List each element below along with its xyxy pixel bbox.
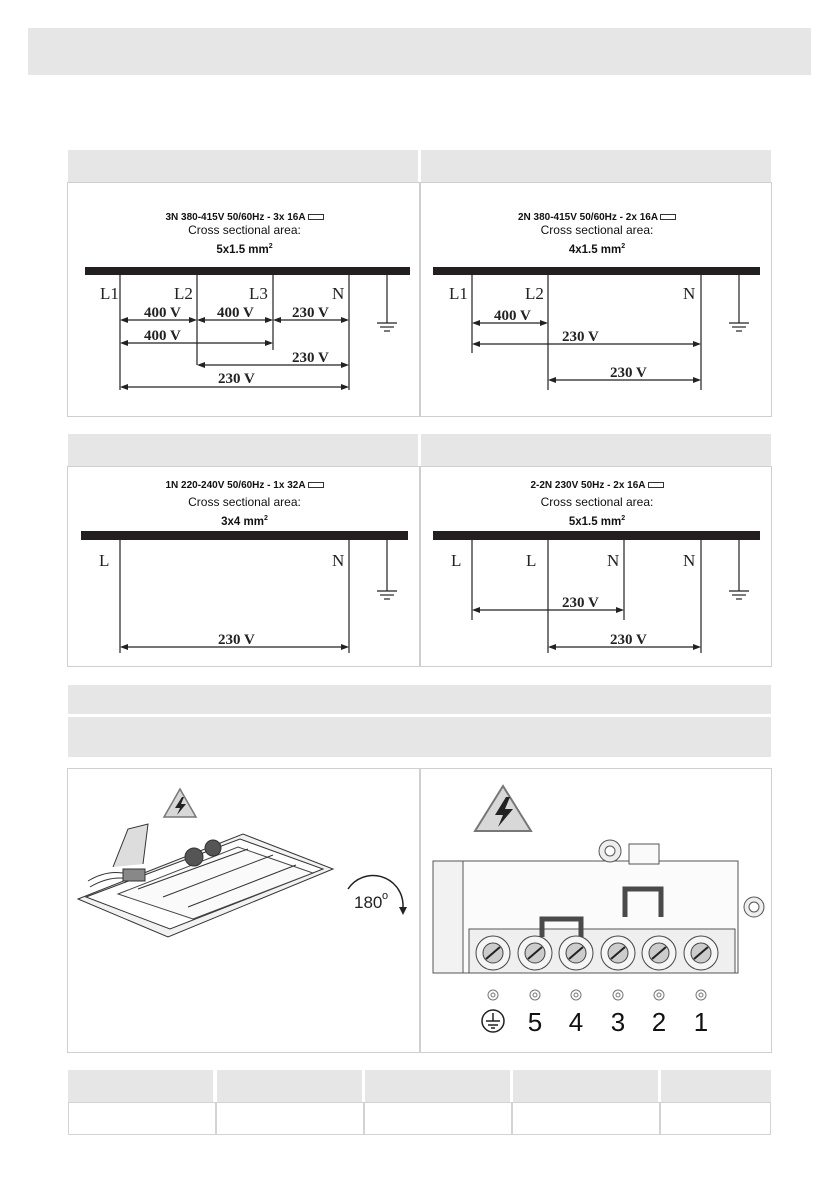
connection-panel-2n bbox=[420, 182, 772, 417]
line-label: N bbox=[607, 551, 620, 570]
spec-text: 2N 380-415V 50/60Hz - 2x 16A bbox=[517, 212, 659, 223]
ground-icon bbox=[482, 1010, 504, 1032]
line-label: L3 bbox=[249, 284, 268, 303]
section-header-bar bbox=[68, 685, 771, 714]
table-divider bbox=[659, 1102, 661, 1135]
line-label: L bbox=[99, 551, 110, 570]
line-label: N bbox=[332, 284, 345, 303]
area-exponent: 2 bbox=[621, 243, 626, 250]
spec-text: 2-2N 230V 50Hz - 2x 16A bbox=[530, 480, 646, 491]
table-divider bbox=[511, 1102, 513, 1135]
line-label: L2 bbox=[525, 284, 544, 303]
terminal-number: 4 bbox=[568, 1007, 584, 1037]
voltage-label: 230 V bbox=[562, 329, 599, 345]
voltage-label: 400 V bbox=[494, 308, 531, 324]
high-voltage-warning-icon bbox=[475, 786, 531, 831]
connection-panel-2-2n bbox=[420, 466, 772, 667]
table-divider bbox=[363, 1102, 365, 1135]
terminal-number: 5 bbox=[527, 1007, 543, 1037]
voltage-label: 230 V bbox=[218, 371, 255, 387]
voltage-label: 230 V bbox=[562, 595, 599, 611]
area-value: 5x1.5 mm bbox=[568, 515, 622, 528]
line-label: N bbox=[683, 551, 696, 570]
hob-illustration bbox=[78, 824, 333, 937]
terminal-number: 2 bbox=[651, 1007, 667, 1037]
table-header-cell bbox=[68, 1070, 213, 1102]
wiring-diagram-3n bbox=[68, 183, 421, 418]
bus-bar bbox=[433, 531, 760, 540]
terminal-number: 1 bbox=[693, 1007, 709, 1037]
wiring-diagram-1n bbox=[68, 467, 421, 668]
rotation-label: 180 bbox=[354, 893, 383, 912]
voltage-label: 400 V bbox=[144, 305, 181, 321]
table-header-cell bbox=[661, 1070, 771, 1102]
high-voltage-warning-icon bbox=[164, 789, 196, 817]
hob-rotation-panel bbox=[67, 768, 420, 1053]
voltage-label: 230 V bbox=[292, 305, 329, 321]
line-label: N bbox=[683, 284, 696, 303]
terminal-markers bbox=[488, 990, 706, 1000]
area-exponent: 2 bbox=[621, 515, 626, 522]
line-label: L2 bbox=[174, 284, 193, 303]
line-label: L1 bbox=[100, 284, 119, 303]
rotation-degree: o bbox=[382, 890, 389, 902]
bus-bar bbox=[85, 267, 410, 275]
panel-header-4 bbox=[421, 434, 771, 466]
table-divider bbox=[215, 1102, 217, 1135]
area-label: Cross sectional area: bbox=[540, 495, 654, 509]
table-body-row bbox=[68, 1102, 771, 1135]
voltage-label: 230 V bbox=[610, 632, 647, 648]
page-header-band bbox=[28, 28, 811, 75]
line-label: L bbox=[526, 551, 537, 570]
area-value: 4x1.5 mm bbox=[568, 243, 622, 256]
panel-header-2 bbox=[421, 150, 771, 182]
table-header-cell bbox=[217, 1070, 362, 1102]
spec-text: 3N 380-415V 50/60Hz - 3x 16A bbox=[165, 212, 306, 223]
panel-header-1 bbox=[68, 150, 418, 182]
area-value: 3x4 mm bbox=[221, 515, 264, 528]
connection-panel-1n bbox=[67, 466, 420, 667]
panel-header-3 bbox=[68, 434, 418, 466]
area-exponent: 2 bbox=[263, 515, 268, 522]
wiring-diagram-2-2n bbox=[421, 467, 773, 668]
terminal-number: 3 bbox=[610, 1007, 626, 1037]
terminal-block-panel bbox=[420, 768, 772, 1053]
voltage-label: 230 V bbox=[610, 365, 647, 381]
line-label: N bbox=[332, 551, 345, 570]
connection-panel-3n bbox=[67, 182, 420, 417]
area-label: Cross sectional area: bbox=[188, 495, 301, 509]
voltage-label: 230 V bbox=[292, 350, 329, 366]
table-header-cell bbox=[513, 1070, 658, 1102]
line-label: L bbox=[451, 551, 462, 570]
voltage-label: 400 V bbox=[144, 328, 181, 344]
area-exponent: 2 bbox=[268, 243, 273, 250]
voltage-label: 400 V bbox=[217, 305, 254, 321]
section-note-bar bbox=[68, 717, 771, 757]
area-label: Cross sectional area: bbox=[188, 223, 301, 237]
wiring-diagram-2n bbox=[421, 183, 773, 418]
bus-bar bbox=[433, 267, 760, 275]
line-label: L1 bbox=[449, 284, 468, 303]
cable-table bbox=[68, 1070, 771, 1135]
spec-text: 1N 220-240V 50/60Hz - 1x 32A bbox=[165, 480, 306, 491]
area-label: Cross sectional area: bbox=[540, 223, 654, 237]
voltage-label: 230 V bbox=[218, 632, 255, 648]
bus-bar bbox=[81, 531, 408, 540]
table-header-cell bbox=[365, 1070, 510, 1102]
area-value: 5x1.5 mm bbox=[216, 243, 269, 256]
